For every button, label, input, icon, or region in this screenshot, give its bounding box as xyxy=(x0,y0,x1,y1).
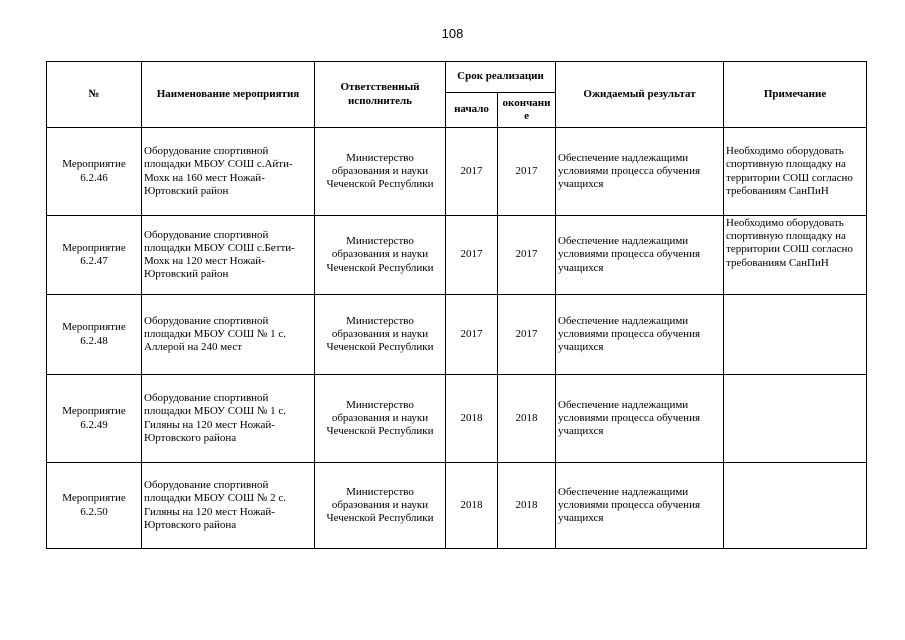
row-number: Мероприятие 6.2.47 xyxy=(47,216,142,295)
header-end: окончани е xyxy=(498,93,556,128)
table-row xyxy=(47,463,867,549)
table-row xyxy=(47,375,867,463)
row-note: Необходимо оборудовать спортивную площадку на территории СОШ согласно требованиям СанПиН xyxy=(724,128,867,216)
row-executor: Министерство образования и науки Чеченской Республики xyxy=(315,463,446,549)
row-activity-name: Оборудование спортивной площадки МБОУ СОШ с.Бетти-Мохк на 120 мест Ножай-Юртовский район xyxy=(142,216,315,295)
row-expected-result: Обеспечение надлежащими условиями процесса обучения учащихся xyxy=(556,375,724,463)
row-note: Необходимо оборудовать спортивную площадку на территории СОШ согласно требованиям СанПиН xyxy=(724,216,867,295)
header-executor: Ответственный исполнитель xyxy=(315,62,446,128)
row-start-year: 2017 xyxy=(446,128,498,216)
page-number: 108 xyxy=(441,26,464,41)
header-row xyxy=(47,62,867,93)
row-end-year: 2017 xyxy=(498,295,556,375)
row-number: Мероприятие 6.2.48 xyxy=(47,295,142,375)
table-row xyxy=(47,216,867,295)
header-activity-name: Наименование мероприятия xyxy=(142,62,315,128)
row-expected-result: Обеспечение надлежащими условиями процесса обучения учащихся xyxy=(556,295,724,375)
row-number: Мероприятие 6.2.49 xyxy=(47,375,142,463)
row-activity-name: Оборудование спортивной площадки МБОУ СОШ № 2 с. Гиляны на 120 мест Ножай-Юртовского района xyxy=(142,463,315,549)
header-note: Примечание xyxy=(724,62,867,128)
row-end-year: 2018 xyxy=(498,463,556,549)
row-executor: Министерство образования и науки Чеченской Республики xyxy=(315,216,446,295)
table-row xyxy=(47,295,867,375)
row-activity-name: Оборудование спортивной площадки МБОУ СОШ № 1 с. Гиляны на 120 мест Ножай-Юртовского района xyxy=(142,375,315,463)
row-expected-result: Обеспечение надлежащими условиями процесса обучения учащихся xyxy=(556,216,724,295)
row-activity-name: Оборудование спортивной площадки МБОУ СОШ № 1 с. Аллерой на 240 мест xyxy=(142,295,315,375)
row-start-year: 2018 xyxy=(446,375,498,463)
row-executor: Министерство образования и науки Чеченской Республики xyxy=(315,128,446,216)
row-executor: Министерство образования и науки Чеченской Республики xyxy=(315,295,446,375)
row-start-year: 2017 xyxy=(446,295,498,375)
row-expected-result: Обеспечение надлежащими условиями процесса обучения учащихся xyxy=(556,128,724,216)
row-end-year: 2017 xyxy=(498,216,556,295)
row-note xyxy=(724,295,867,375)
row-note xyxy=(724,463,867,549)
row-expected-result: Обеспечение надлежащими условиями процесса обучения учащихся xyxy=(556,463,724,549)
row-start-year: 2017 xyxy=(446,216,498,295)
row-executor: Министерство образования и науки Чеченской Республики xyxy=(315,375,446,463)
row-end-year: 2018 xyxy=(498,375,556,463)
row-start-year: 2018 xyxy=(446,463,498,549)
row-end-year: 2017 xyxy=(498,128,556,216)
row-number: Мероприятие 6.2.46 xyxy=(47,128,142,216)
header-start: начало xyxy=(446,93,498,128)
activities-table xyxy=(46,61,867,549)
row-number: Мероприятие 6.2.50 xyxy=(47,463,142,549)
row-note xyxy=(724,375,867,463)
header-number: № xyxy=(47,62,142,128)
header-period: Срок реализации xyxy=(446,62,556,93)
row-activity-name: Оборудование спортивной площадки МБОУ СОШ с.Айти-Мохк на 160 мест Ножай-Юртовский район xyxy=(142,128,315,216)
header-expected-result: Ожидаемый результат xyxy=(556,62,724,128)
table-row xyxy=(47,128,867,216)
